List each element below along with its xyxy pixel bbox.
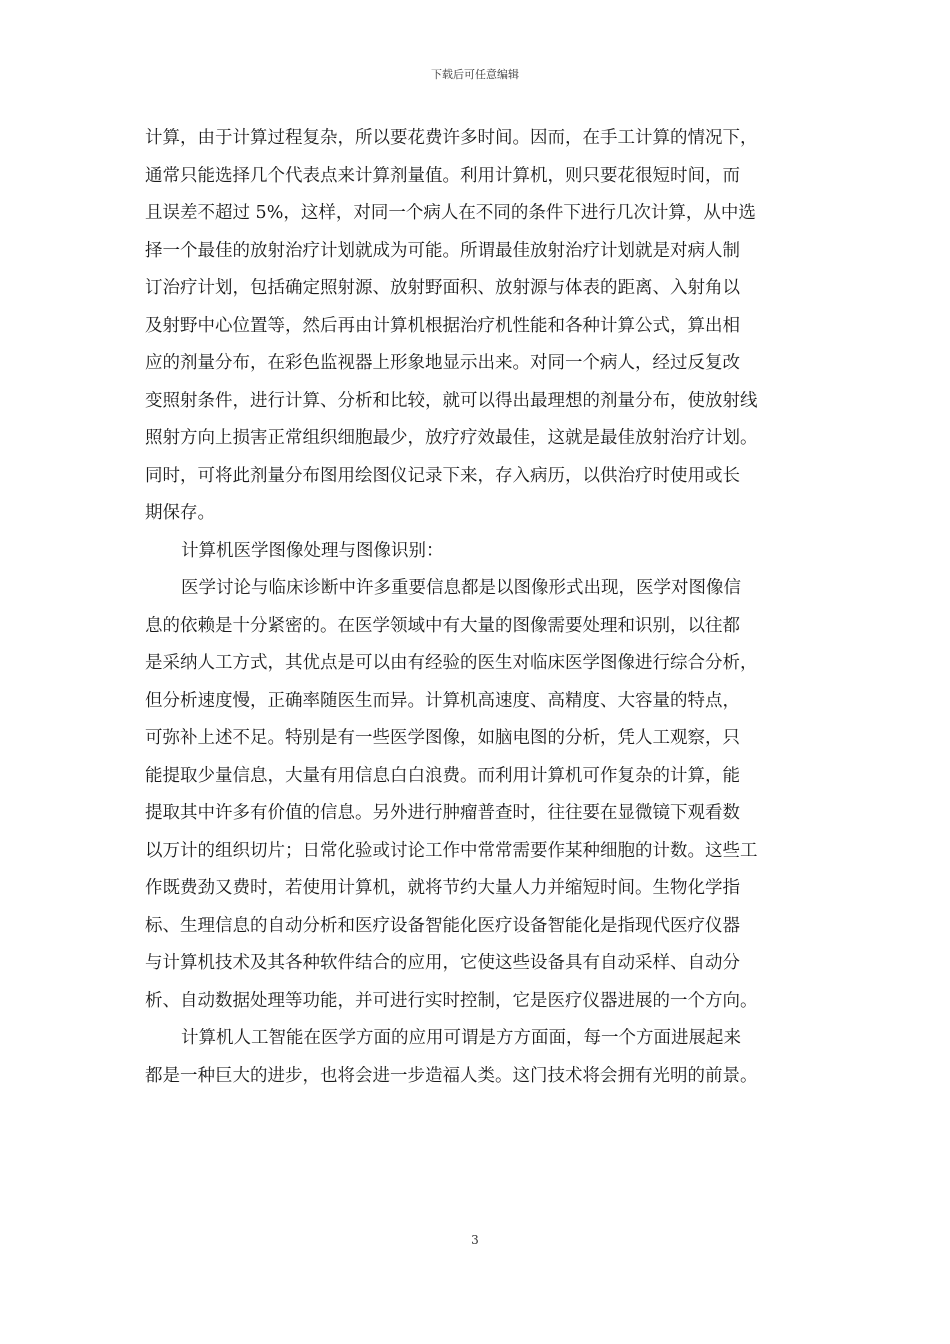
paragraph-1 — [145, 120, 825, 533]
text-line: 同时，可将此剂量分布图用绘图仪记录下来，存入病历，以供治疗时使用或长 — [145, 465, 740, 486]
page-number: 3 — [471, 1233, 479, 1247]
text-line: 标、生理信息的自动分析和医疗设备智能化医疗设备智能化是指现代医疗仪器 — [145, 915, 740, 936]
section-heading-text: 计算机医学图像处理与图像识别： — [181, 540, 444, 561]
text-line: 通常只能选择几个代表点来计算剂量值。利用计算机，则只要花很短时间，而 — [145, 165, 740, 186]
text-line: 且误差不超过 5%，这样，对同一个病人在不同的条件下进行几次计算，从中选 — [145, 203, 756, 223]
text-line: 期保存。 — [145, 503, 215, 523]
text-line: 照射方向上损害正常组织细胞最少，放疗疗效最佳，这就是最佳放射治疗计划。 — [145, 428, 758, 448]
text-line: 可弥补上述不足。特别是有一些医学图像，如脑电图的分析，凭人工观察，只 — [145, 728, 740, 748]
text-line: 计算，由于计算过程复杂，所以要花费许多时间。因而，在手工计算的情况下， — [145, 128, 758, 148]
text-line: 是采纳人工方式，其优点是可以由有经验的医生对临床医学图像进行综合分析， — [145, 653, 758, 673]
text-line: 析、自动数据处理等功能，并可进行实时控制，它是医疗仪器进展的一个方向。 — [145, 990, 758, 1011]
text-line: 计算机人工智能在医学方面的应用可谓是方方面面，每一个方面进展起来 — [181, 1028, 741, 1048]
text-line: 及射野中心位置等，然后再由计算机根据治疗机性能和各种计算公式，算出相 — [145, 315, 740, 336]
text-line: 订治疗计划，包括确定照射源、放射野面积、放射源与体表的距离、入射角以 — [145, 278, 740, 298]
text-line: 应的剂量分布，在彩色监视器上形象地显示出来。对同一个病人，经过反复改 — [145, 353, 740, 373]
text-line: 择一个最佳的放射治疗计划就成为可能。所谓最佳放射治疗计划就是对病人制 — [145, 240, 740, 261]
text-line: 能提取少量信息，大量有用信息白白浪费。而利用计算机可作复杂的计算，能 — [145, 765, 740, 786]
body-text — [145, 120, 825, 1095]
text-line: 以万计的组织切片；日常化验或讨论工作中常常需要作某种细胞的计数。这些工 — [145, 840, 758, 861]
text-line: 与计算机技术及其各种软件结合的应用，它使这些设备具有自动采样、自动分 — [145, 953, 740, 973]
section-heading — [145, 533, 825, 571]
text-line: 但分析速度慢，正确率随医生而异。计算机高速度、高精度、大容量的特点， — [145, 690, 740, 711]
text-line: 都是一种巨大的进步，也将会进一步造福人类。这门技术将会拥有光明的前景。 — [145, 1065, 758, 1086]
paragraph-3 — [145, 1020, 825, 1095]
page-header: 下载后可任意编辑 — [431, 68, 519, 81]
text-line: 提取其中许多有价值的信息。另外进行肿瘤普查时，往往要在显微镜下观看数 — [145, 803, 740, 823]
text-line: 息的依赖是十分紧密的。在医学领域中有大量的图像需要处理和识别，以往都 — [145, 615, 740, 636]
text-line: 变照射条件，进行计算、分析和比较，就可以得出最理想的剂量分布，使放射线 — [145, 390, 758, 411]
text-line: 医学讨论与临床诊断中许多重要信息都是以图像形式出现，医学对图像信 — [181, 578, 741, 598]
paragraph-2 — [145, 570, 825, 1020]
text-line: 作既费劲又费时，若使用计算机，就将节约大量人力并缩短时间。生物化学指 — [145, 878, 740, 898]
